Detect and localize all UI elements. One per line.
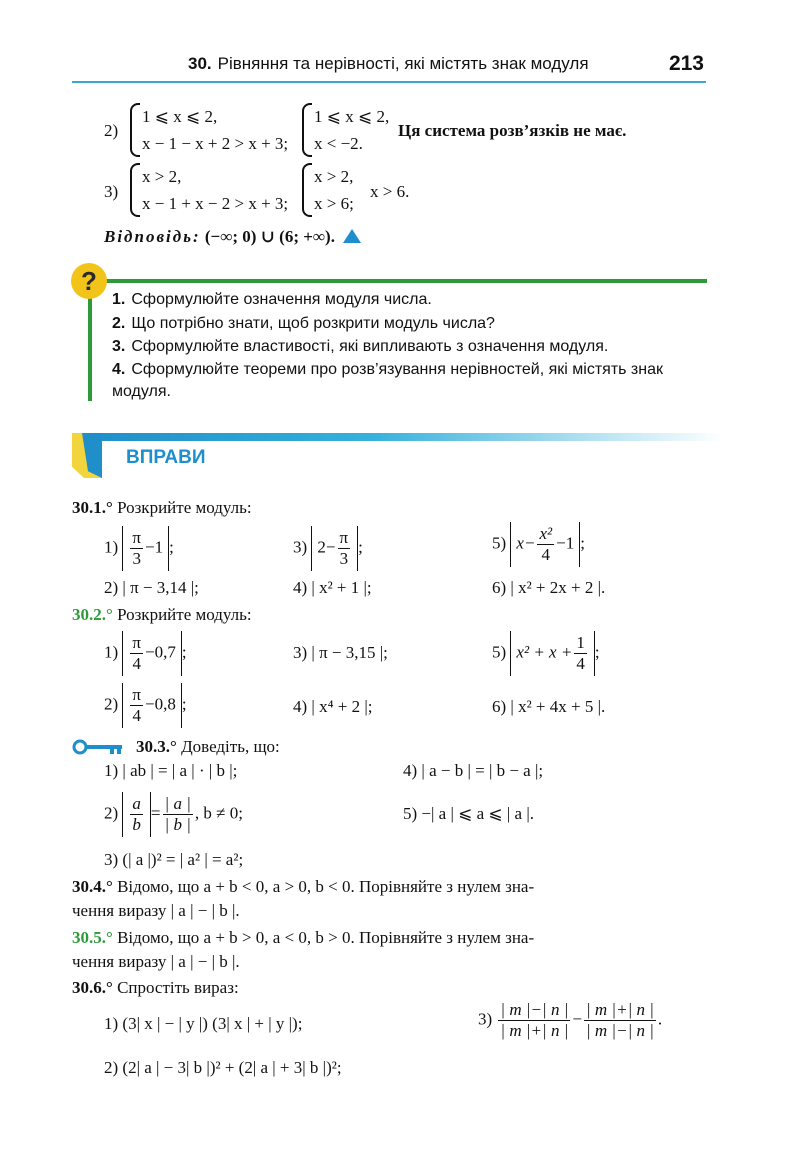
case2-system2: 1 ⩽ x ⩽ 2, x < −2. <box>300 103 389 157</box>
exercise-30-1-item2: 2) | π − 3,14 |; <box>104 578 199 597</box>
exercise-30-5-line2: чення виразу | a | − | b |. <box>72 952 240 971</box>
exercise-30-1-item4: 4) | x² + 1 |; <box>293 578 372 597</box>
case3-label: 3) <box>104 182 119 201</box>
exercise-30-3-item5: 5) −| a | ⩽ a ⩽ | a |. <box>403 804 534 823</box>
key-icon <box>72 738 124 756</box>
case2-label: 2) <box>104 121 119 140</box>
question-mark-icon: ? <box>71 263 107 299</box>
section-number: 30. <box>188 54 212 73</box>
exercise-30-1-item5: 5) x− $\frac{\text{x²}}{4}$ −1 ; <box>492 522 585 567</box>
exercise-30-3-item4: 4) | a − b | = | b − a |; <box>403 761 544 780</box>
exercise-30-1-item3: 3) 2− $\frac{\pi}{3}$ ; <box>293 526 363 571</box>
exercise-30-3-item3: 3) (| a |)² = | a² | = a²; <box>104 850 244 869</box>
exercise-30-3-heading: 30.3.° Доведіть, що: <box>136 737 280 756</box>
exercises-title: ВПРАВИ <box>126 447 206 468</box>
exercise-30-6-item1: 1) (3| x | − | y |) (3| x | + | y |); <box>104 1014 303 1033</box>
exercise-30-2-heading: 30.2.° Розкрийте модуль: <box>72 605 252 624</box>
triangle-end-icon <box>343 229 361 243</box>
case2-system1: 1 ⩽ x ⩽ 2, x − 1 − x + 2 > x + 3; <box>128 103 288 157</box>
exercise-30-2-item1: 1) $\frac{\pi}{4}$ −0,7 ; <box>104 631 187 676</box>
questions-top-rule <box>88 279 707 283</box>
exercise-30-1-item6: 6) | x² + 2x + 2 |. <box>492 578 606 597</box>
header-rule <box>72 81 706 83</box>
question-item: 4. Сформулюйте теореми про розв’язування нерівностей, які містять знак модуля. <box>112 361 663 400</box>
exercise-30-3-item2: 2) $\frac{a}{b}$ = $\frac{| a |}{| b |}$ , b ≠ 0; <box>104 792 243 837</box>
exercise-30-1-heading: 30.1.° Розкрийте модуль: <box>72 498 252 517</box>
page-number: 213 <box>668 52 704 75</box>
case3-system2: x > 2, x > 6; <box>300 163 354 217</box>
case3-result: x > 6. <box>370 182 410 201</box>
exercise-30-1-item1: 1) $\frac{\pi}{3}$ −1 ; <box>104 526 174 571</box>
case3-system1: x > 2, x − 1 + x − 2 > x + 3; <box>128 163 288 217</box>
question-item: 1. Сформулюйте означення модуля числа. <box>112 291 432 308</box>
exercise-30-5-line1: 30.5.° Відомо, що a + b > 0, a < 0, b > 0. Порівняйте з нулем зна- <box>72 928 535 947</box>
question-item: 2. Що потрібно знати, щоб розкрити модуль числа? <box>112 315 495 332</box>
exercise-30-6-heading: 30.6.° Спростіть вираз: <box>72 978 239 997</box>
exercise-30-2-item2: 2) $\frac{\pi}{4}$ −0,8 ; <box>104 683 187 728</box>
exercise-30-2-item4: 4) | x⁴ + 2 |; <box>293 697 373 716</box>
exercise-30-4-line1: 30.4.° Відомо, що a + b < 0, a > 0, b < 0. Порівняйте з нулем зна- <box>72 877 535 896</box>
exercise-30-4-line2: чення виразу | a | − | b |. <box>72 901 240 920</box>
exercise-30-2-item5: 5) x² + x + $\frac{1}{4}$ ; <box>492 631 600 676</box>
running-header <box>188 54 589 74</box>
exercise-30-6-item2: 2) (2| a | − 3| b |)² + (2| a | + 3| b |)²; <box>104 1058 342 1077</box>
exercise-30-2-item6: 6) | x² + 4x + 5 |. <box>492 697 606 716</box>
exercise-30-2-item3: 3) | π − 3,15 |; <box>293 643 388 662</box>
section-title: Рівняння та нерівності, які містять знак модуля <box>217 54 589 73</box>
exercise-30-6-item3: 3) $\frac{| m |-| n |}{| m |+| n |}$ − $\frac{| m |+| n |}{| m |-| n |}$ . <box>478 1000 663 1040</box>
case2-note: Ця система розв’язків не має. <box>398 121 627 140</box>
answer-value: (−∞; 0) ∪ (6; +∞). <box>204 227 335 246</box>
answer-line <box>104 228 361 245</box>
question-item: 3. Сформулюйте властивості, які випливають з означення модуля. <box>112 338 609 355</box>
answer-label: Відповідь: <box>104 227 201 246</box>
exercises-banner-gradient <box>83 433 723 441</box>
exercise-30-3-item1: 1) | ab | = | a | · | b |; <box>104 761 238 780</box>
